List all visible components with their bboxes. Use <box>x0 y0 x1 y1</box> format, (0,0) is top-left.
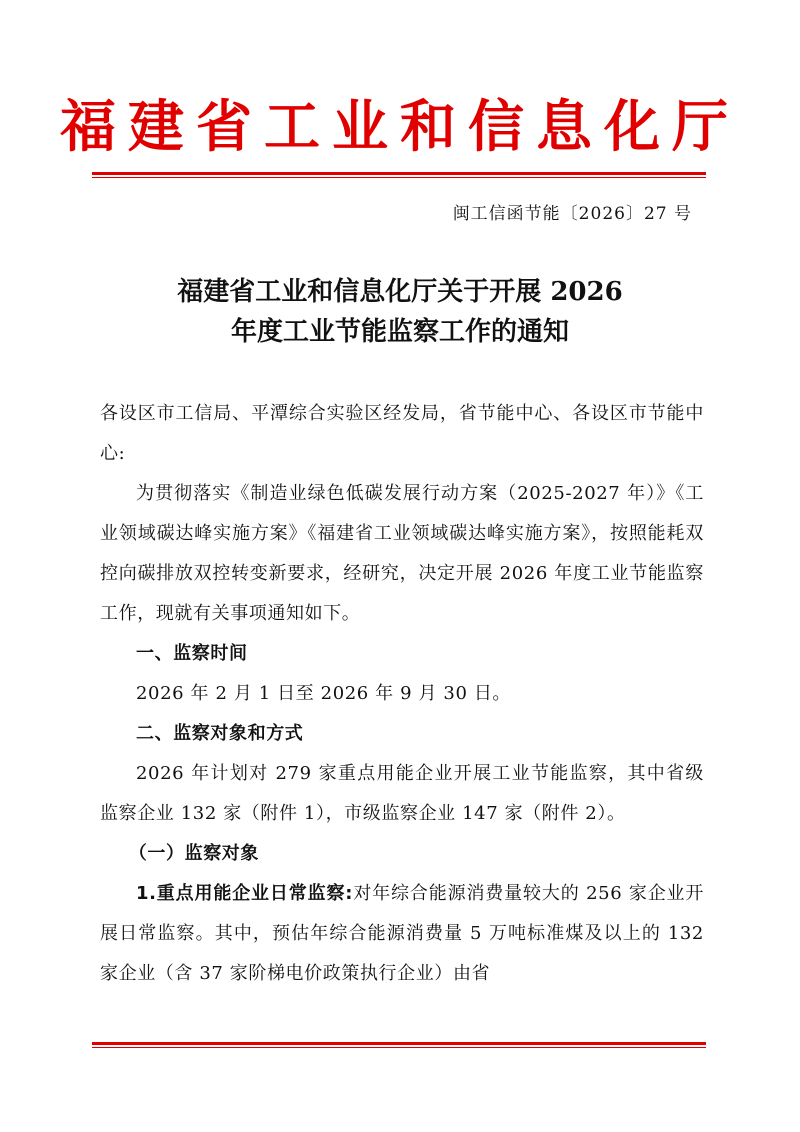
header-divider-thick <box>92 172 706 175</box>
header-divider-thin <box>92 177 706 178</box>
document-number: 闽工信函节能〔2026〕27 号 <box>452 204 692 224</box>
intro-paragraph: 为贯彻落实《制造业绿色低碳发展行动方案（2025-2027 年）》《工业领域碳达峰实施方案》《福建省工业领域碳达峰实施方案》，按照能耗双控向碳排放双控转变新要求，经研究，决定开展 2026 年度工业节能监察工作，现就有关事项通知如下。 <box>100 483 704 624</box>
subsection-1-heading: （一）监察对象 <box>128 843 259 864</box>
item-1-paragraph <box>100 874 704 994</box>
section-2-heading: 二、监察对象和方式 <box>136 723 304 744</box>
item-1-text: 对年综合能源消费量较大的 256 家企业开展日常监察。其中，预估年综合能源消费量 5 万吨标准煤及以上的 132 家企业（含 37 家阶梯电价政策执行企业）由省 <box>100 883 704 984</box>
item-1-lead: 1.重点用能企业日常监察: <box>136 883 354 904</box>
document-body <box>100 394 704 994</box>
section-2-text: 2026 年计划对 279 家重点用能企业开展工业节能监察，其中省级监察企业 132 家（附件 1），市级监察企业 147 家（附件 2）。 <box>100 763 704 824</box>
title-line-2: 年度工业节能监察工作的通知 <box>230 317 569 347</box>
recipients: 各设区市工信局、平潭综合实验区经发局，省节能中心、各设区市节能中心: <box>100 403 704 464</box>
organization-header: 福建省工业和信息化厅 <box>60 94 740 160</box>
section-1-heading: 一、监察时间 <box>136 643 248 664</box>
footer-divider-thick <box>92 1042 706 1045</box>
section-1-text: 2026 年 2 月 1 日至 2026 年 9 月 30 日。 <box>136 683 512 704</box>
footer-divider-thin <box>92 1047 706 1048</box>
title-line-1: 福建省工业和信息化厅关于开展 2026 <box>177 277 623 307</box>
